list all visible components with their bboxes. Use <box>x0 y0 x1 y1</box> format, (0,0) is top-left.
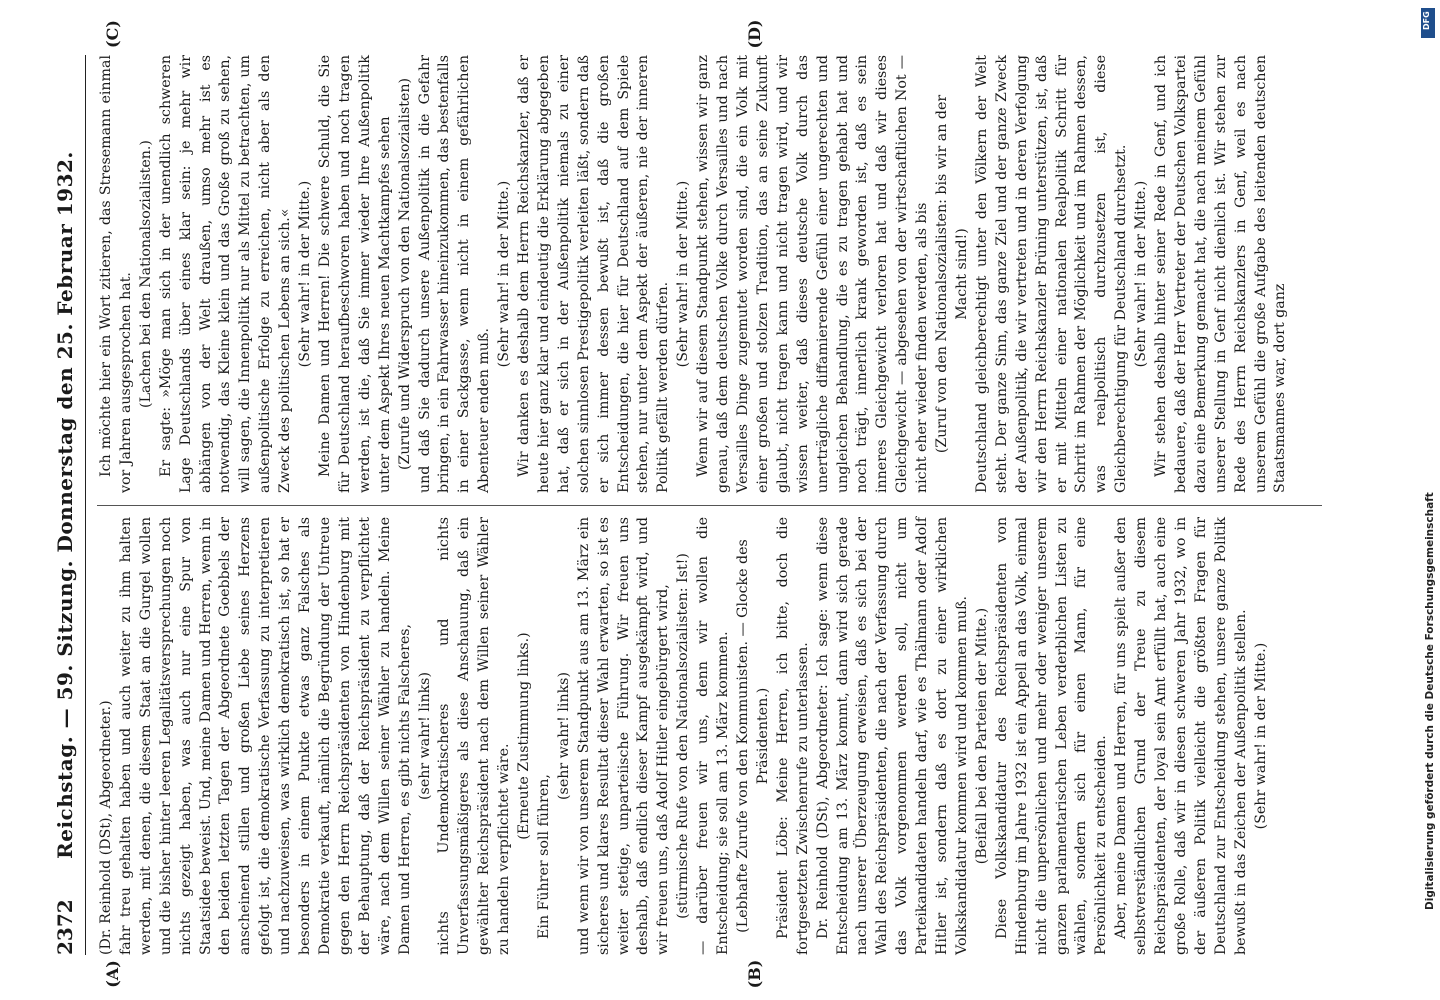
paragraph: nichts Undemokratischeres und nichts Unverfassungsmäßigeres als diese Anschauung, daß ein gewählter Reichspräsident nach dem Willen seiner Wähler zu handeln verpflichtet wäre. <box>436 517 513 955</box>
column-divider <box>97 505 1322 506</box>
paragraph: fahr treu gehalten haben und auch weiter zu ihm halten werden, mit denen, die diesem Staat an die Gurgel wollen und die bisher hinter leeren Legalitätsversprechungen noch nichts gezeigt haben, was auch nur eine Spur von Staatsidee beweist. Und, meine Damen und Herren, wenn in den beiden letzten Tagen der Abgeordnete Goebbels der anscheinend stillen und großen Liebe seines Herzens gefolgt ist, die demokratische Verfassung zu interpretieren und nachzuweisen, was wirklich demokratisch ist, so hat er besonders in einem Punkte etwas ganz Falsches als Demokratie verkauft, nämlich die Begründung der Untreue gegen den Herrn Reichspräsidenten von Hindenburg mit der Behauptung, daß der Reichspräsident zu verpflichtet wäre, nach dem Willen seiner Wähler zu handeln. Meine Damen und Herren, es gibt nichts Falscheres, <box>117 517 413 955</box>
paragraph: Ein Führer soll führen, <box>535 774 552 939</box>
interjection: (sehr wahr! links) <box>416 672 433 800</box>
page-header <box>45 55 86 955</box>
paragraph: — darüber freuen wir uns, denn wir wollen die Entscheidung; sie soll am 13. März kommen. <box>695 517 732 955</box>
dfg-logo <box>1421 8 1435 38</box>
digitization-credit: Digitalisierung gefördert durch die Deutsche Forschungsgemeinschaft <box>1424 492 1436 910</box>
paragraph: Aber, meine Damen und Herren, für uns spielt außer den selbstverständlichen Grund der Treue zu diesem Reichspräsidenten, der loyal sein Amt erfüllt hat, auch eine große Rolle, daß wir in diesen schweren Jahr 1932, wo in der äußeren Politik vielleicht die größten Fragen für Deutschland zur Entscheidung stehen, unsere ganze Politik bewußt in das Zeichen der Außenpolitik stellen. <box>1113 517 1249 955</box>
interjection: (Lachen bei den Nationalsozialisten.) <box>137 140 154 408</box>
interjection: (Sehr wahr! in der Mitte.) <box>1133 180 1150 368</box>
left-column <box>97 517 1322 955</box>
interjection: (Zurufe und Widerspruch von den Nationalsozialisten) <box>396 78 413 471</box>
paragraph: Wenn wir auf diesem Standpunkt stehen, wissen wir ganz genau, daß dem deutschen Volke durch Versailles und nach Versailles Dinge zugemutet worden sind, die ein Volk mit einer großen und stolzen Tradition, das an seine Zukunft glaubt, nicht tragen kann und nicht tragen wird, und wir wissen weiter, daß dieses deutsche Volk durch das unerträgliche diffamierende Gefühl einer ungerechten und ungleichen Behandlung, die es zu tragen gehabt hat und noch trägt, innerlich krank geworden ist, daß es sein inneres Gleichgewicht verloren hat und daß wir dieses Gleichgewicht — abgesehen von der wirtschaftlichen Not — nicht eher wieder finden werden, als bis <box>695 55 931 493</box>
paragraph: und wenn wir von unserem Standpunkt aus am 13. März ein sicheres und klares Resultat dieser Wahl erwarten, so ist es weiter stetige, unparteiische Führung. Wir freuen uns deshalb, daß endlich dieser Kampf ausgekämpft wird, und wir freuen uns, daß Adolf Hitler eingebürgert wird, <box>575 517 672 955</box>
paragraph: Meine Damen und Herren! Die schwere Schuld, die Sie für Deutschland heraufbeschworen haben und noch tragen werden, ist die, daß Sie immer wieder Ihre Außenpolitik unter dem Aspekt Ihres neuen Machtkampfes sehen <box>316 55 393 493</box>
president-remark: Präsident Löbe: Meine Herren, ich bitte, doch die fortgesetzten Zwischenrufe zu unterlassen. <box>774 517 811 955</box>
interjection: (Sehr wahr! in der Mitte.) <box>496 180 513 368</box>
interjection: (Sehr wahr! in der Mitte.) <box>1252 642 1269 830</box>
interjection: (Sehr wahr! in der Mitte.) <box>297 180 314 368</box>
paragraph: Dr. Reinhold (DSt), Abgeordneter: Ich sage: wenn diese Entscheidung am 13. März kommt, dann wird sich gerade nach unserer Überzeugung erweisen, daß es sich bei der Wahl des Reichspräsidenten, die nach der Verfassung durch das Volk vorgenommen werden soll, nicht um Parteikandidaten handeln darf, wie es Thälmann oder Adolf Hitler ist, sondern daß es dort zu einer wirklichen Volkskandidatur kommen wird und kommen muß. <box>814 517 970 955</box>
margin-marker-b: (B) <box>745 959 764 989</box>
margin-marker-c: (C) <box>103 20 122 48</box>
interjection: (sehr wahr! links) <box>555 672 572 800</box>
paragraph: Ich möchte hier ein Wort zitieren, das Stresemann einmal vor Jahren ausgesprochen hat. <box>98 55 134 493</box>
interjection: (stürmische Rufe von den Nationalsozialisten: Ist!) <box>675 553 692 919</box>
speaker-line: (Dr. Reinhold (DSt), Abgeordneter.) <box>98 700 114 955</box>
interjection: (Sehr wahr! in der Mitte.) <box>675 180 692 368</box>
interjection: (Zuruf von den Nationalsozialisten: bis wir an der Macht sind!) <box>934 94 970 454</box>
paragraph: und daß Sie dadurch unsere Außenpolitik in die Gefahr bringen, in ein Fahrwasser hineinzukommen, das bestenfalls in einer Sackgasse, wenn nicht in einem gefährlichen Abenteuer enden muß. <box>416 55 493 493</box>
right-column <box>97 55 1322 493</box>
margin-marker-a: (A) <box>103 960 122 988</box>
dfg-logo-text: DFG <box>1422 11 1431 30</box>
paragraph: Deutschland gleichberechtigt unter den Völkern der Welt steht. Der ganze Sinn, das ganze Ziel und der ganze Zweck der Außenpolitik, die wir vertreten und in deren Verfolgung wir den Herrn Reichskanzler Brüning unterstützen, ist, daß er mit Mitteln einer nationalen Realpolitik Schritt für Schritt im Rahmen der Möglichkeit und im Rahmen dessen, was realpolitisch durchzusetzen ist, diese Gleichberechtigung für Deutschland durchsetzt. <box>973 55 1130 493</box>
page-title: Reichstag. — 59. Sitzung. Donnerstag den 25. Februar 1932. <box>53 151 77 859</box>
margin-marker-d: (D) <box>745 19 764 49</box>
interjection: (Erneute Zustimmung links.) <box>516 632 533 840</box>
paragraph: Er sagte: »Möge man sich in der unendlich schweren Lage Deutschlands über eines klar sein: je mehr wir abhängen von der Welt draußen, umso mehr ist es notwendig, das Kleine klein und das Große groß zu sehen, will sagen, die Innenpolitik nur als Mittel zu betrachten, um außenpolitische Erfolge zu erreichen, nicht aber als den Zweck des politischen Lebens an sich.« <box>157 55 294 493</box>
paragraph: Wir stehen deshalb hinter seiner Rede in Genf, und ich bedauere, daß der Herr Vertreter der Deutschen Volkspartei dazu eine Bemerkung gemacht hat, die nach meinem Gefühl unserer Stellung in Genf nicht dienlich ist. Wir stehen zur Rede des Herrn Reichskanzlers in Genf, weil es nach unserem Gefühl die große Aufgabe des leitenden deutschen Staatsmannes war, dort ganz <box>1153 55 1289 493</box>
document-page <box>45 19 1345 989</box>
interjection: (Beifall bei den Parteien der Mitte.) <box>973 607 990 865</box>
paragraph: Wir danken es deshalb dem Herrn Reichskanzler, daß er heute hier ganz klar und eindeutig die Erklärung abgegeben hat, daß er sich in der Außenpolitik niemals zu einer solchen sinnlosen Prestigepolitik verleiten läßt, sondern daß er sich immer dessen bewußt ist, daß die großen Entscheidungen, die hier für Deutschland auf dem Spiele stehen, nur unter dem Aspekt der äußeren, nie der inneren Politik gefällt werden dürfen. <box>516 55 672 493</box>
page-number: 2372 <box>53 899 77 955</box>
interjection: (Lebhafte Zurufe von den Kommunisten. — Glocke des Präsidenten.) <box>735 539 771 933</box>
paragraph: Diese Volkskandidatur des Reichspräsidenten von Hindenburg im Jahre 1932 ist ein Appell an das Volk, einmal nicht die unpersönlichen und mehr oder weniger unserem ganzen parlamentarischen Leben verderblichen Listen zu wählen, sondern sich für einen Mann, für eine Persönlichkeit zu entscheiden. <box>993 517 1110 955</box>
